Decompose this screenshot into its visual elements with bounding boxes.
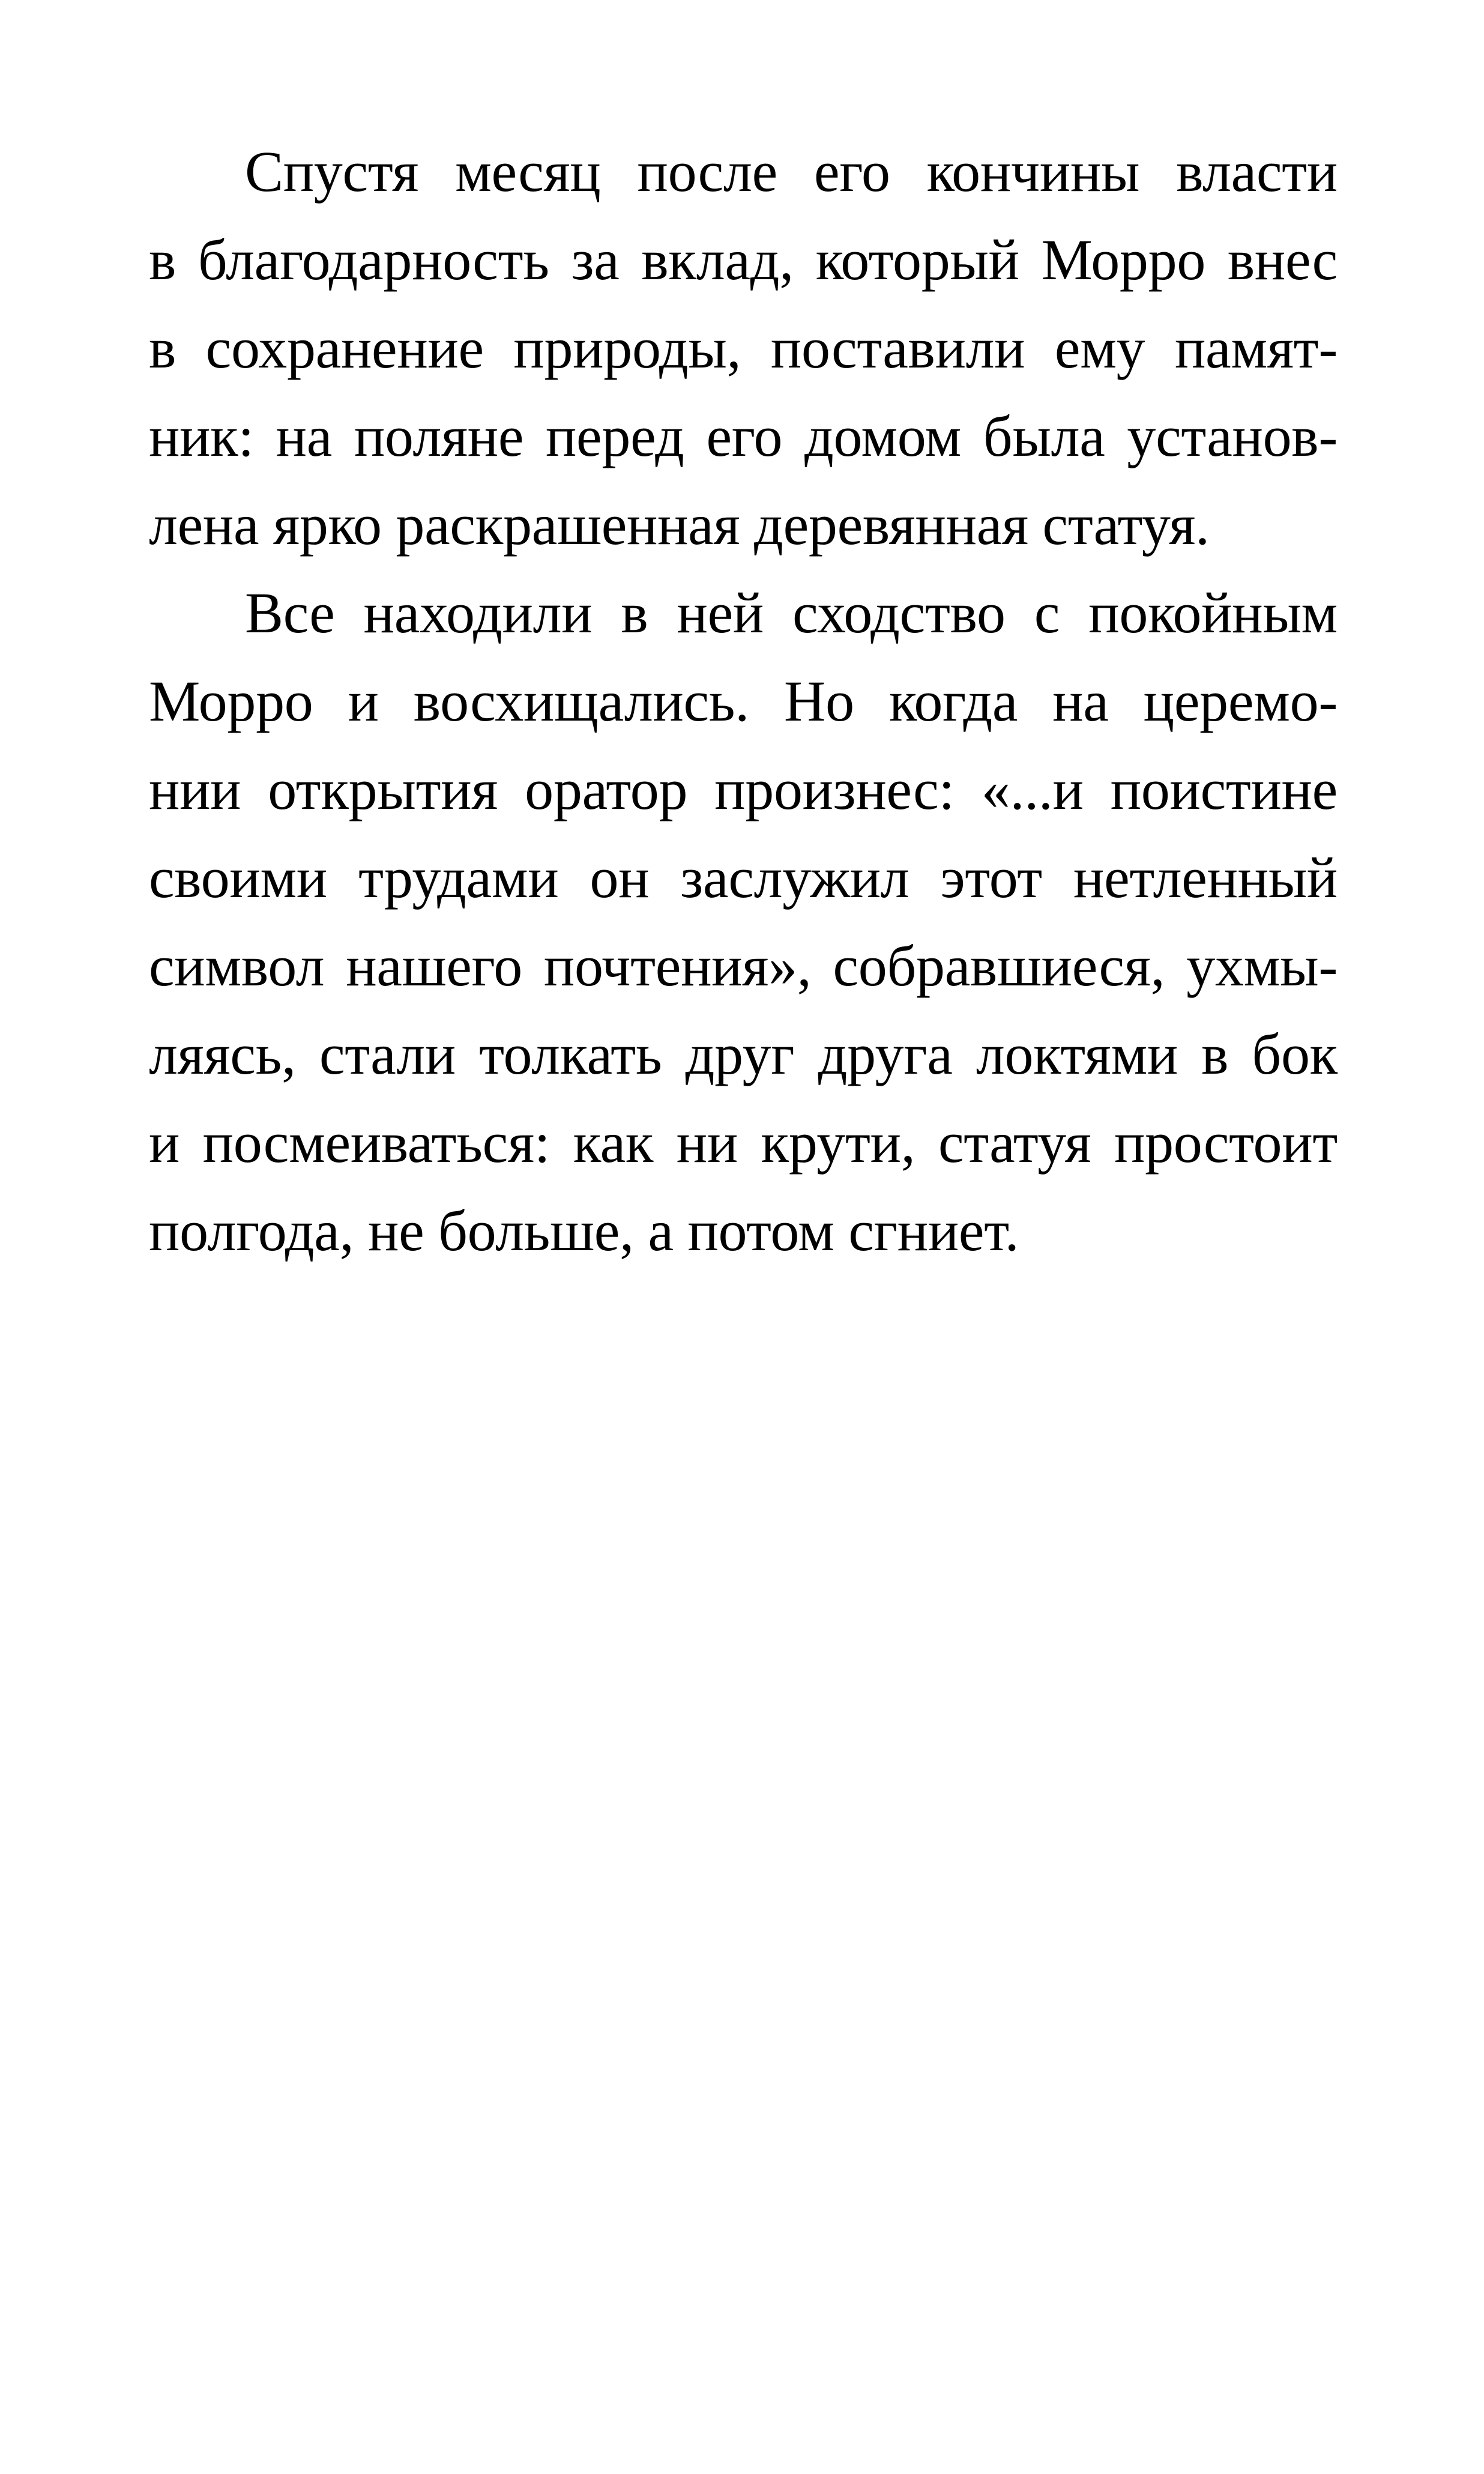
text-line: Спустя месяц после его кончины власти [245, 139, 1338, 204]
text-line: нии открытия оратор произнес: «...и поистине [149, 757, 1338, 821]
text-line: своими трудами он заслужил этот нетленный [149, 845, 1338, 910]
text-line: ляясь, стали толкать друг друга локтями в бок [149, 1022, 1338, 1086]
text-line: Все находили в ней сходство с покойным [245, 581, 1338, 645]
paragraph-1 [149, 127, 1338, 569]
text-line: в сохранение природы, поставили ему памят- [149, 316, 1338, 380]
body-text [149, 127, 1338, 1275]
text-line: Морро и восхищались. Но когда на церемо- [149, 669, 1338, 733]
text-line: лена ярко раскрашенная деревянная статуя. [149, 492, 1210, 557]
text-line: в благодарность за вклад, который Морро внес [149, 228, 1338, 292]
text-line: символ нашего почтения», собравшиеся, ухмы- [149, 934, 1338, 998]
text-line: полгода, не больше, а потом сгниет. [149, 1199, 1019, 1263]
text-line: ник: на поляне перед его домом была установ- [149, 404, 1338, 468]
text-line: и посмеиваться: как ни крути, статуя простоит [149, 1110, 1338, 1175]
paragraph-2 [149, 569, 1338, 1275]
